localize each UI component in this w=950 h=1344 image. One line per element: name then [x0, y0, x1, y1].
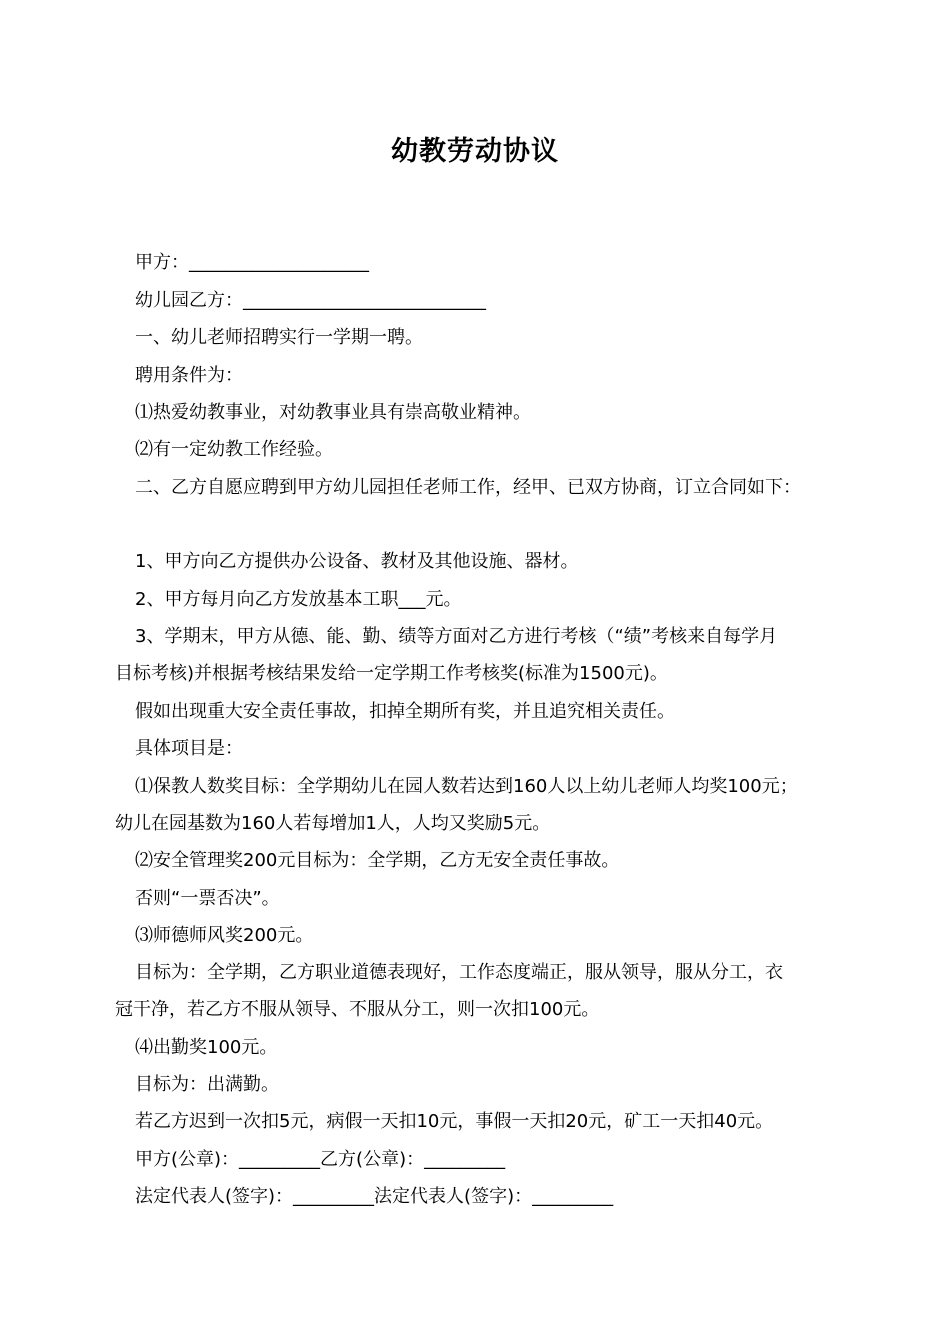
item-2-veto: 否则“一票否决”。	[135, 888, 280, 909]
item-3-target-line-1: 目标为：全学期，乙方职业道德表现好，工作态度端正，服从领导，服从分工，衣	[135, 962, 783, 983]
item-3: ⑶师德师风奖200元。	[135, 925, 314, 946]
item-2: ⑵安全管理奖200元目标为：全学期，乙方无安全责任事故。	[135, 850, 620, 871]
clause-1: 1、甲方向乙方提供办公设备、教材及其他设施、器材。	[135, 551, 579, 572]
seal-line: 甲方(公章)：_________乙方(公章)：_________	[135, 1149, 506, 1170]
item-3-target-line-2: 冠干净，若乙方不服从领导、不服从分工，则一次扣100元。	[115, 999, 600, 1020]
item-4: ⑷出勤奖100元。	[135, 1037, 278, 1058]
item-1-line-1: ⑴保教人数奖目标：全学期幼儿在园人数若达到160人以上幼儿老师人均奖100元；	[135, 776, 798, 797]
items-heading: 具体项目是：	[135, 738, 243, 759]
clause-3-line-1: 3、学期末，甲方从德、能、勤、绩等方面对乙方进行考核（“绩”考核来自每学月	[135, 626, 778, 647]
document-title: 幼教劳动协议	[391, 136, 559, 167]
section-1-heading: 一、幼儿老师招聘实行一学期一聘。	[135, 327, 423, 348]
safety-note: 假如出现重大安全责任事故，扣掉全期所有奖，并且追究相关责任。	[135, 701, 675, 722]
party-a-line: 甲方：____________________	[135, 252, 369, 273]
clause-2: 2、甲方每月向乙方发放基本工职___元。	[135, 589, 462, 610]
item-1-line-2: 幼儿在园基数为160人若每增加1人，人均又奖励5元。	[115, 813, 551, 834]
deduction-rules: 若乙方迟到一次扣5元，病假一天扣10元，事假一天扣20元，矿工一天扣40元。	[135, 1111, 774, 1132]
clause-3-line-2: 目标考核)并根据考核结果发给一定学期工作考核奖(标准为1500元)。	[115, 663, 668, 684]
conditions-heading: 聘用条件为：	[135, 365, 243, 386]
section-2-heading: 二、乙方自愿应聘到甲方幼儿园担任老师工作，经甲、已双方协商，订立合同如下：	[135, 477, 801, 498]
signature-line: 法定代表人(签字)：_________法定代表人(签字)：_________	[135, 1186, 614, 1207]
condition-2: ⑵有一定幼教工作经验。	[135, 439, 333, 460]
item-4-target: 目标为：出满勤。	[135, 1074, 279, 1095]
party-b-line: 幼儿园乙方：___________________________	[135, 290, 486, 311]
condition-1: ⑴热爱幼教事业，对幼教事业具有崇高敬业精神。	[135, 402, 531, 423]
